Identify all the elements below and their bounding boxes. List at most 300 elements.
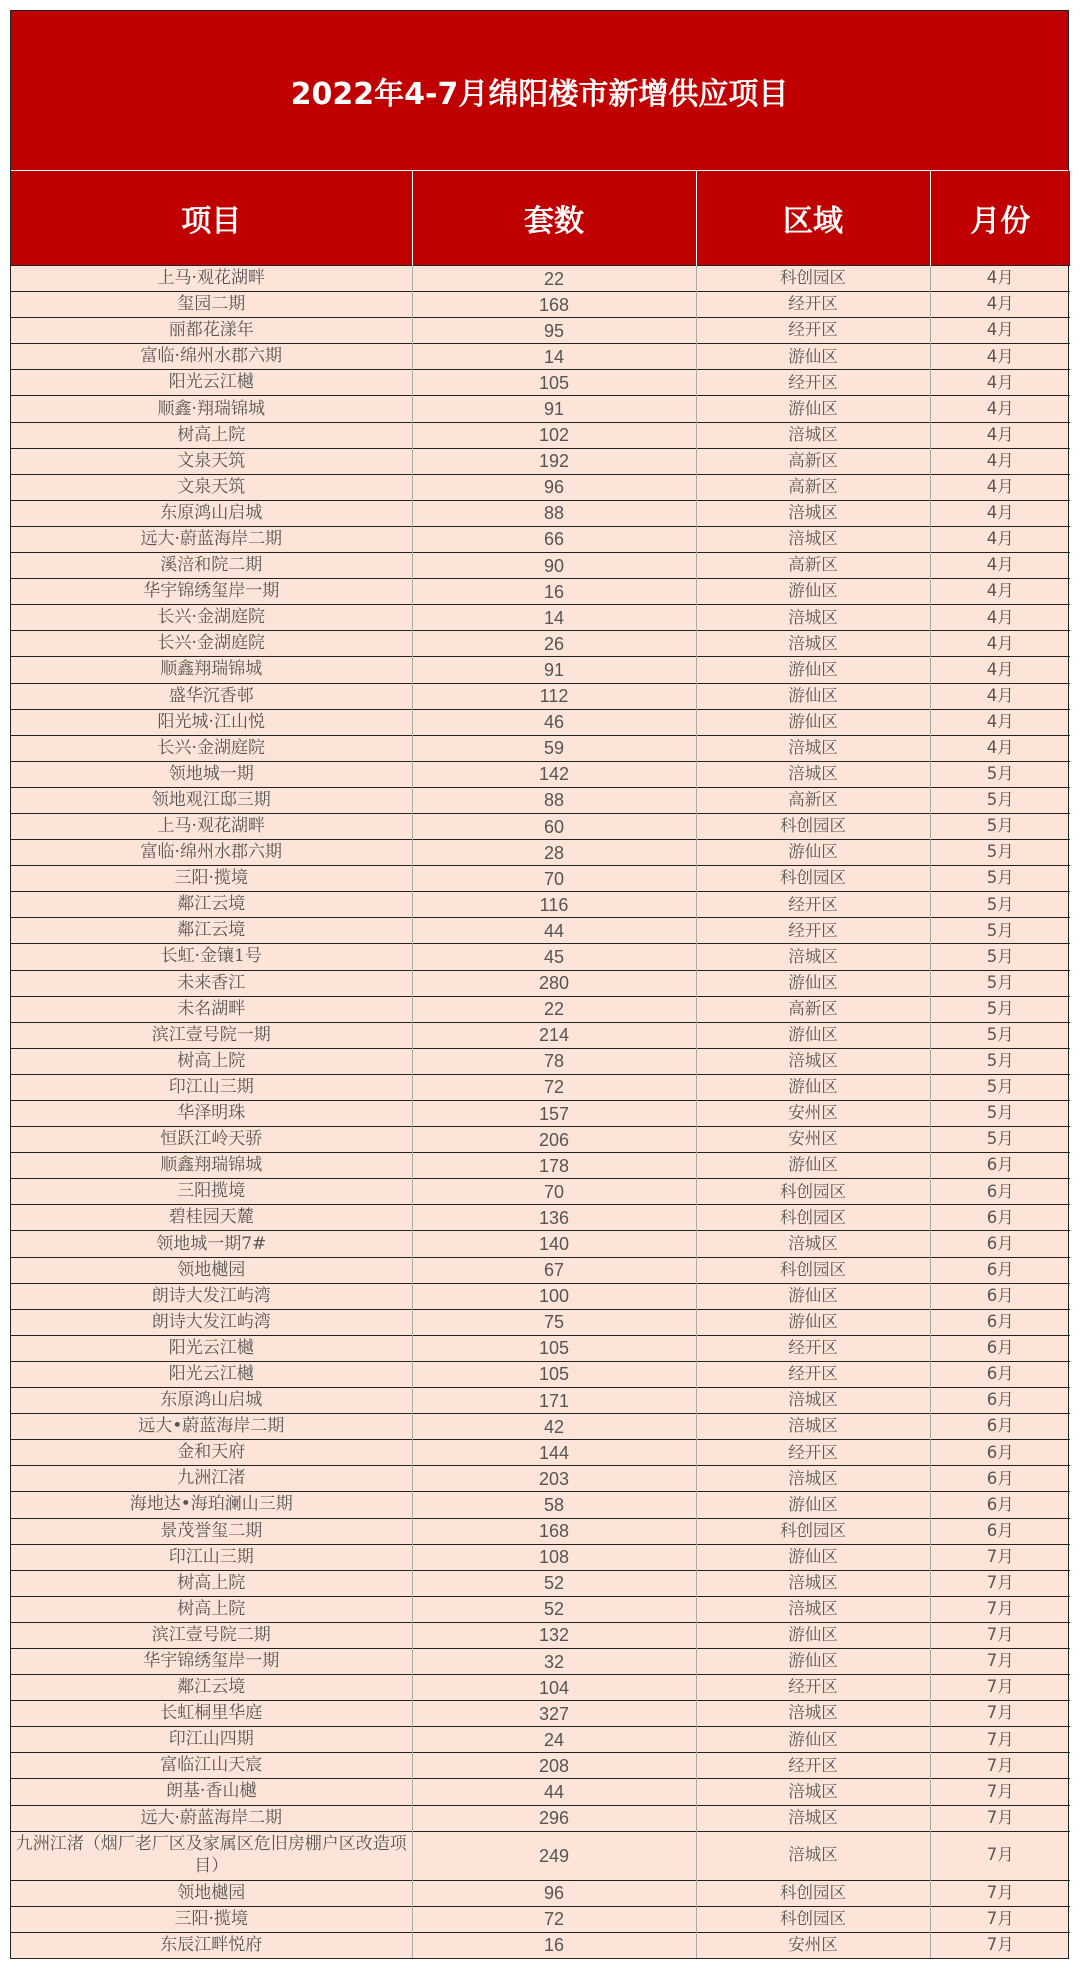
cell-area: 游仙区 bbox=[696, 1074, 930, 1100]
cell-month: 7月 bbox=[930, 1648, 1070, 1674]
cell-project: 上马·观花湖畔 bbox=[11, 266, 412, 292]
cell-units: 22 bbox=[412, 996, 696, 1022]
cell-area: 游仙区 bbox=[696, 1727, 930, 1753]
cell-area: 高新区 bbox=[696, 448, 930, 474]
table-row bbox=[11, 1831, 1070, 1880]
cell-month: 7月 bbox=[930, 1570, 1070, 1596]
cell-project: 富临江山天宸 bbox=[11, 1753, 412, 1779]
cell-month: 5月 bbox=[930, 1127, 1070, 1153]
table-row bbox=[11, 996, 1070, 1022]
table-row bbox=[11, 1648, 1070, 1674]
cell-units: 249 bbox=[412, 1831, 696, 1880]
table-row bbox=[11, 500, 1070, 526]
table-row bbox=[11, 1622, 1070, 1648]
page-title: 2022年4-7月绵阳楼市新增供应项目 bbox=[11, 11, 1068, 171]
cell-area: 科创园区 bbox=[696, 1179, 930, 1205]
cell-project: 树高上院 bbox=[11, 1570, 412, 1596]
cell-project: 顺鑫·翔瑞锦城 bbox=[11, 396, 412, 422]
cell-area: 涪城区 bbox=[696, 1779, 930, 1805]
cell-units: 75 bbox=[412, 1309, 696, 1335]
cell-project: 华泽明珠 bbox=[11, 1101, 412, 1127]
cell-units: 46 bbox=[412, 709, 696, 735]
cell-project: 阳光云江樾 bbox=[11, 1361, 412, 1387]
table-row bbox=[11, 292, 1070, 318]
cell-units: 95 bbox=[412, 318, 696, 344]
cell-project: 文泉天筑 bbox=[11, 474, 412, 500]
cell-area: 涪城区 bbox=[696, 1831, 930, 1880]
cell-month: 7月 bbox=[930, 1805, 1070, 1831]
cell-month: 7月 bbox=[930, 1906, 1070, 1932]
table-row bbox=[11, 761, 1070, 787]
cell-project: 滨江壹号院一期 bbox=[11, 1022, 412, 1048]
cell-units: 136 bbox=[412, 1205, 696, 1231]
cell-month: 4月 bbox=[930, 735, 1070, 761]
cell-project: 长兴·金湖庭院 bbox=[11, 605, 412, 631]
cell-month: 7月 bbox=[930, 1544, 1070, 1570]
cell-month: 4月 bbox=[930, 526, 1070, 552]
table-body bbox=[11, 266, 1070, 1958]
cell-units: 144 bbox=[412, 1440, 696, 1466]
cell-project: 阳光云江樾 bbox=[11, 1335, 412, 1361]
cell-month: 7月 bbox=[930, 1779, 1070, 1805]
cell-project: 朗诗大发江屿湾 bbox=[11, 1309, 412, 1335]
table-row bbox=[11, 1231, 1070, 1257]
table-row bbox=[11, 1205, 1070, 1231]
cell-units: 102 bbox=[412, 422, 696, 448]
cell-area: 游仙区 bbox=[696, 1022, 930, 1048]
cell-units: 24 bbox=[412, 1727, 696, 1753]
cell-units: 105 bbox=[412, 1335, 696, 1361]
cell-area: 高新区 bbox=[696, 553, 930, 579]
cell-area: 涪城区 bbox=[696, 735, 930, 761]
cell-month: 5月 bbox=[930, 1074, 1070, 1100]
table-row bbox=[11, 1906, 1070, 1932]
cell-month: 6月 bbox=[930, 1153, 1070, 1179]
cell-units: 171 bbox=[412, 1388, 696, 1414]
table-row bbox=[11, 1805, 1070, 1831]
cell-area: 经开区 bbox=[696, 318, 930, 344]
table-row bbox=[11, 840, 1070, 866]
cell-area: 涪城区 bbox=[696, 1701, 930, 1727]
cell-month: 4月 bbox=[930, 422, 1070, 448]
cell-project: 海地达•海珀澜山三期 bbox=[11, 1492, 412, 1518]
table-row bbox=[11, 1753, 1070, 1779]
cell-area: 科创园区 bbox=[696, 1257, 930, 1283]
cell-area: 涪城区 bbox=[696, 422, 930, 448]
table-row bbox=[11, 1283, 1070, 1309]
cell-area: 涪城区 bbox=[696, 1466, 930, 1492]
cell-month: 5月 bbox=[930, 866, 1070, 892]
cell-area: 游仙区 bbox=[696, 344, 930, 370]
cell-units: 192 bbox=[412, 448, 696, 474]
cell-project: 溪涪和院二期 bbox=[11, 553, 412, 579]
table-row bbox=[11, 1127, 1070, 1153]
table-row bbox=[11, 1880, 1070, 1906]
cell-month: 5月 bbox=[930, 918, 1070, 944]
cell-units: 16 bbox=[412, 1932, 696, 1958]
cell-month: 6月 bbox=[930, 1440, 1070, 1466]
cell-units: 70 bbox=[412, 1179, 696, 1205]
cell-units: 105 bbox=[412, 1361, 696, 1387]
cell-month: 4月 bbox=[930, 709, 1070, 735]
cell-units: 72 bbox=[412, 1074, 696, 1100]
cell-month: 7月 bbox=[930, 1932, 1070, 1958]
cell-project: 树高上院 bbox=[11, 1048, 412, 1074]
cell-area: 游仙区 bbox=[696, 1648, 930, 1674]
cell-month: 7月 bbox=[930, 1880, 1070, 1906]
cell-units: 88 bbox=[412, 787, 696, 813]
cell-units: 59 bbox=[412, 735, 696, 761]
cell-project: 盛华沉香邨 bbox=[11, 683, 412, 709]
cell-month: 4月 bbox=[930, 657, 1070, 683]
cell-month: 6月 bbox=[930, 1335, 1070, 1361]
table-row bbox=[11, 1440, 1070, 1466]
table-row bbox=[11, 1701, 1070, 1727]
cell-project: 三阳·揽境 bbox=[11, 866, 412, 892]
cell-area: 涪城区 bbox=[696, 605, 930, 631]
cell-month: 7月 bbox=[930, 1831, 1070, 1880]
cell-month: 6月 bbox=[930, 1518, 1070, 1544]
cell-project: 碧桂园天麓 bbox=[11, 1205, 412, 1231]
cell-area: 经开区 bbox=[696, 918, 930, 944]
cell-units: 70 bbox=[412, 866, 696, 892]
cell-area: 安州区 bbox=[696, 1101, 930, 1127]
table-row bbox=[11, 318, 1070, 344]
cell-project: 长兴·金湖庭院 bbox=[11, 735, 412, 761]
cell-area: 经开区 bbox=[696, 370, 930, 396]
cell-month: 7月 bbox=[930, 1727, 1070, 1753]
cell-project: 顺鑫翔瑞锦城 bbox=[11, 657, 412, 683]
table-header-row bbox=[11, 171, 1070, 266]
cell-month: 4月 bbox=[930, 553, 1070, 579]
cell-area: 涪城区 bbox=[696, 631, 930, 657]
cell-month: 4月 bbox=[930, 579, 1070, 605]
cell-area: 科创园区 bbox=[696, 1906, 930, 1932]
table-row bbox=[11, 1675, 1070, 1701]
cell-area: 科创园区 bbox=[696, 1880, 930, 1906]
cell-units: 214 bbox=[412, 1022, 696, 1048]
cell-project: 长兴·金湖庭院 bbox=[11, 631, 412, 657]
cell-area: 科创园区 bbox=[696, 266, 930, 292]
table-row bbox=[11, 631, 1070, 657]
table-row bbox=[11, 1074, 1070, 1100]
cell-project: 远大·蔚蓝海岸二期 bbox=[11, 526, 412, 552]
cell-units: 142 bbox=[412, 761, 696, 787]
cell-month: 5月 bbox=[930, 892, 1070, 918]
table-row bbox=[11, 605, 1070, 631]
cell-month: 7月 bbox=[930, 1675, 1070, 1701]
cell-area: 涪城区 bbox=[696, 1805, 930, 1831]
cell-project: 九洲江渚（烟厂老厂区及家属区危旧房棚户区改造项目） bbox=[11, 1831, 412, 1880]
cell-project: 金和天府 bbox=[11, 1440, 412, 1466]
table-row bbox=[11, 1779, 1070, 1805]
cell-month: 4月 bbox=[930, 631, 1070, 657]
table-row bbox=[11, 970, 1070, 996]
cell-units: 327 bbox=[412, 1701, 696, 1727]
table-row bbox=[11, 1361, 1070, 1387]
supply-table bbox=[11, 171, 1070, 1958]
cell-project: 远大•蔚蓝海岸二期 bbox=[11, 1414, 412, 1440]
header-month: 月份 bbox=[930, 171, 1070, 266]
cell-area: 游仙区 bbox=[696, 1492, 930, 1518]
cell-month: 4月 bbox=[930, 683, 1070, 709]
cell-units: 116 bbox=[412, 892, 696, 918]
cell-month: 6月 bbox=[930, 1466, 1070, 1492]
cell-units: 52 bbox=[412, 1570, 696, 1596]
cell-month: 5月 bbox=[930, 996, 1070, 1022]
cell-month: 5月 bbox=[930, 813, 1070, 839]
cell-month: 5月 bbox=[930, 761, 1070, 787]
cell-area: 科创园区 bbox=[696, 866, 930, 892]
cell-area: 涪城区 bbox=[696, 1048, 930, 1074]
cell-area: 经开区 bbox=[696, 892, 930, 918]
cell-area: 经开区 bbox=[696, 1675, 930, 1701]
cell-units: 280 bbox=[412, 970, 696, 996]
cell-project: 领地观江邸三期 bbox=[11, 787, 412, 813]
cell-units: 22 bbox=[412, 266, 696, 292]
cell-units: 88 bbox=[412, 500, 696, 526]
cell-area: 安州区 bbox=[696, 1932, 930, 1958]
table-row bbox=[11, 266, 1070, 292]
cell-project: 树高上院 bbox=[11, 422, 412, 448]
cell-project: 远大·蔚蓝海岸二期 bbox=[11, 1805, 412, 1831]
cell-area: 游仙区 bbox=[696, 657, 930, 683]
table-row bbox=[11, 553, 1070, 579]
cell-project: 鄰江云境 bbox=[11, 1675, 412, 1701]
cell-units: 104 bbox=[412, 1675, 696, 1701]
cell-month: 4月 bbox=[930, 370, 1070, 396]
cell-month: 5月 bbox=[930, 944, 1070, 970]
cell-units: 32 bbox=[412, 1648, 696, 1674]
cell-area: 游仙区 bbox=[696, 579, 930, 605]
table-row bbox=[11, 448, 1070, 474]
cell-project: 滨江壹号院二期 bbox=[11, 1622, 412, 1648]
cell-month: 6月 bbox=[930, 1309, 1070, 1335]
table-row bbox=[11, 1492, 1070, 1518]
cell-units: 26 bbox=[412, 631, 696, 657]
cell-units: 108 bbox=[412, 1544, 696, 1570]
cell-area: 高新区 bbox=[696, 474, 930, 500]
table-row bbox=[11, 657, 1070, 683]
cell-project: 阳光城·江山悦 bbox=[11, 709, 412, 735]
cell-units: 96 bbox=[412, 1880, 696, 1906]
cell-units: 60 bbox=[412, 813, 696, 839]
cell-units: 132 bbox=[412, 1622, 696, 1648]
cell-units: 90 bbox=[412, 553, 696, 579]
cell-area: 高新区 bbox=[696, 787, 930, 813]
cell-units: 100 bbox=[412, 1283, 696, 1309]
cell-month: 4月 bbox=[930, 344, 1070, 370]
cell-month: 4月 bbox=[930, 500, 1070, 526]
cell-area: 科创园区 bbox=[696, 1518, 930, 1544]
table-row bbox=[11, 422, 1070, 448]
cell-area: 经开区 bbox=[696, 1753, 930, 1779]
table-row bbox=[11, 396, 1070, 422]
cell-area: 游仙区 bbox=[696, 396, 930, 422]
cell-area: 游仙区 bbox=[696, 1283, 930, 1309]
cell-project: 印江山三期 bbox=[11, 1544, 412, 1570]
header-units: 套数 bbox=[412, 171, 696, 266]
cell-month: 6月 bbox=[930, 1283, 1070, 1309]
table-row bbox=[11, 1388, 1070, 1414]
cell-area: 涪城区 bbox=[696, 761, 930, 787]
cell-units: 91 bbox=[412, 657, 696, 683]
cell-area: 游仙区 bbox=[696, 970, 930, 996]
table-row bbox=[11, 344, 1070, 370]
cell-units: 44 bbox=[412, 918, 696, 944]
cell-month: 4月 bbox=[930, 266, 1070, 292]
cell-project: 未名湖畔 bbox=[11, 996, 412, 1022]
cell-units: 157 bbox=[412, 1101, 696, 1127]
cell-month: 6月 bbox=[930, 1388, 1070, 1414]
cell-area: 游仙区 bbox=[696, 709, 930, 735]
table-row bbox=[11, 1466, 1070, 1492]
cell-area: 涪城区 bbox=[696, 1570, 930, 1596]
cell-month: 6月 bbox=[930, 1492, 1070, 1518]
cell-project: 恒跃江岭天骄 bbox=[11, 1127, 412, 1153]
table-row bbox=[11, 1335, 1070, 1361]
cell-project: 玺园二期 bbox=[11, 292, 412, 318]
cell-area: 游仙区 bbox=[696, 1622, 930, 1648]
table-row bbox=[11, 1048, 1070, 1074]
cell-units: 168 bbox=[412, 1518, 696, 1544]
cell-month: 5月 bbox=[930, 1048, 1070, 1074]
table-row bbox=[11, 1101, 1070, 1127]
cell-units: 58 bbox=[412, 1492, 696, 1518]
cell-area: 科创园区 bbox=[696, 1205, 930, 1231]
cell-project: 富临·绵州水郡六期 bbox=[11, 840, 412, 866]
cell-project: 领地樾园 bbox=[11, 1880, 412, 1906]
cell-project: 三阳揽境 bbox=[11, 1179, 412, 1205]
cell-area: 科创园区 bbox=[696, 813, 930, 839]
cell-units: 178 bbox=[412, 1153, 696, 1179]
table-row bbox=[11, 1153, 1070, 1179]
cell-month: 5月 bbox=[930, 970, 1070, 996]
cell-project: 鄰江云境 bbox=[11, 918, 412, 944]
cell-project: 东辰江畔悦府 bbox=[11, 1932, 412, 1958]
cell-project: 长虹桐里华庭 bbox=[11, 1701, 412, 1727]
cell-area: 高新区 bbox=[696, 996, 930, 1022]
cell-month: 5月 bbox=[930, 787, 1070, 813]
cell-month: 7月 bbox=[930, 1622, 1070, 1648]
cell-month: 6月 bbox=[930, 1179, 1070, 1205]
table-row bbox=[11, 787, 1070, 813]
cell-units: 14 bbox=[412, 605, 696, 631]
cell-area: 经开区 bbox=[696, 1440, 930, 1466]
cell-units: 66 bbox=[412, 526, 696, 552]
cell-area: 经开区 bbox=[696, 1361, 930, 1387]
table-row bbox=[11, 526, 1070, 552]
header-area: 区域 bbox=[696, 171, 930, 266]
cell-project: 文泉天筑 bbox=[11, 448, 412, 474]
table-row bbox=[11, 1414, 1070, 1440]
cell-units: 105 bbox=[412, 370, 696, 396]
cell-project: 华宇锦绣玺岸一期 bbox=[11, 579, 412, 605]
cell-project: 顺鑫翔瑞锦城 bbox=[11, 1153, 412, 1179]
cell-project: 未来香江 bbox=[11, 970, 412, 996]
cell-month: 7月 bbox=[930, 1701, 1070, 1727]
cell-area: 涪城区 bbox=[696, 1388, 930, 1414]
cell-units: 67 bbox=[412, 1257, 696, 1283]
cell-month: 4月 bbox=[930, 448, 1070, 474]
cell-month: 4月 bbox=[930, 396, 1070, 422]
cell-units: 45 bbox=[412, 944, 696, 970]
cell-units: 296 bbox=[412, 1805, 696, 1831]
cell-units: 44 bbox=[412, 1779, 696, 1805]
cell-month: 7月 bbox=[930, 1596, 1070, 1622]
cell-units: 72 bbox=[412, 1906, 696, 1932]
cell-project: 朗基·香山樾 bbox=[11, 1779, 412, 1805]
cell-month: 6月 bbox=[930, 1205, 1070, 1231]
cell-area: 涪城区 bbox=[696, 1414, 930, 1440]
table-row bbox=[11, 1596, 1070, 1622]
cell-area: 经开区 bbox=[696, 1335, 930, 1361]
cell-area: 涪城区 bbox=[696, 526, 930, 552]
cell-area: 涪城区 bbox=[696, 1231, 930, 1257]
cell-area: 涪城区 bbox=[696, 1596, 930, 1622]
cell-units: 28 bbox=[412, 840, 696, 866]
cell-month: 4月 bbox=[930, 318, 1070, 344]
cell-month: 7月 bbox=[930, 1753, 1070, 1779]
cell-project: 领地城一期 bbox=[11, 761, 412, 787]
cell-project: 华宇锦绣玺岸一期 bbox=[11, 1648, 412, 1674]
table-row bbox=[11, 892, 1070, 918]
cell-units: 91 bbox=[412, 396, 696, 422]
cell-units: 78 bbox=[412, 1048, 696, 1074]
cell-project: 鄰江云境 bbox=[11, 892, 412, 918]
cell-units: 203 bbox=[412, 1466, 696, 1492]
cell-project: 长虹·金镶1号 bbox=[11, 944, 412, 970]
supply-table-card bbox=[10, 10, 1069, 1959]
table-row bbox=[11, 709, 1070, 735]
cell-units: 140 bbox=[412, 1231, 696, 1257]
cell-project: 树高上院 bbox=[11, 1596, 412, 1622]
table-row bbox=[11, 918, 1070, 944]
cell-area: 游仙区 bbox=[696, 840, 930, 866]
cell-area: 游仙区 bbox=[696, 683, 930, 709]
table-row bbox=[11, 1518, 1070, 1544]
table-row bbox=[11, 683, 1070, 709]
cell-project: 印江山三期 bbox=[11, 1074, 412, 1100]
table-row bbox=[11, 813, 1070, 839]
cell-project: 东原鸿山启城 bbox=[11, 500, 412, 526]
cell-units: 14 bbox=[412, 344, 696, 370]
cell-month: 6月 bbox=[930, 1257, 1070, 1283]
cell-project: 印江山四期 bbox=[11, 1727, 412, 1753]
cell-project: 领地樾园 bbox=[11, 1257, 412, 1283]
table-row bbox=[11, 370, 1070, 396]
table-row bbox=[11, 579, 1070, 605]
cell-month: 4月 bbox=[930, 605, 1070, 631]
cell-units: 206 bbox=[412, 1127, 696, 1153]
cell-month: 4月 bbox=[930, 474, 1070, 500]
cell-units: 208 bbox=[412, 1753, 696, 1779]
table-row bbox=[11, 1727, 1070, 1753]
cell-units: 16 bbox=[412, 579, 696, 605]
cell-project: 富临·绵州水郡六期 bbox=[11, 344, 412, 370]
cell-month: 6月 bbox=[930, 1231, 1070, 1257]
table-row bbox=[11, 735, 1070, 761]
table-row bbox=[11, 866, 1070, 892]
cell-month: 6月 bbox=[930, 1361, 1070, 1387]
cell-month: 5月 bbox=[930, 1022, 1070, 1048]
cell-units: 52 bbox=[412, 1596, 696, 1622]
table-row bbox=[11, 474, 1070, 500]
cell-month: 5月 bbox=[930, 840, 1070, 866]
cell-units: 168 bbox=[412, 292, 696, 318]
cell-project: 东原鸿山启城 bbox=[11, 1388, 412, 1414]
cell-area: 游仙区 bbox=[696, 1309, 930, 1335]
